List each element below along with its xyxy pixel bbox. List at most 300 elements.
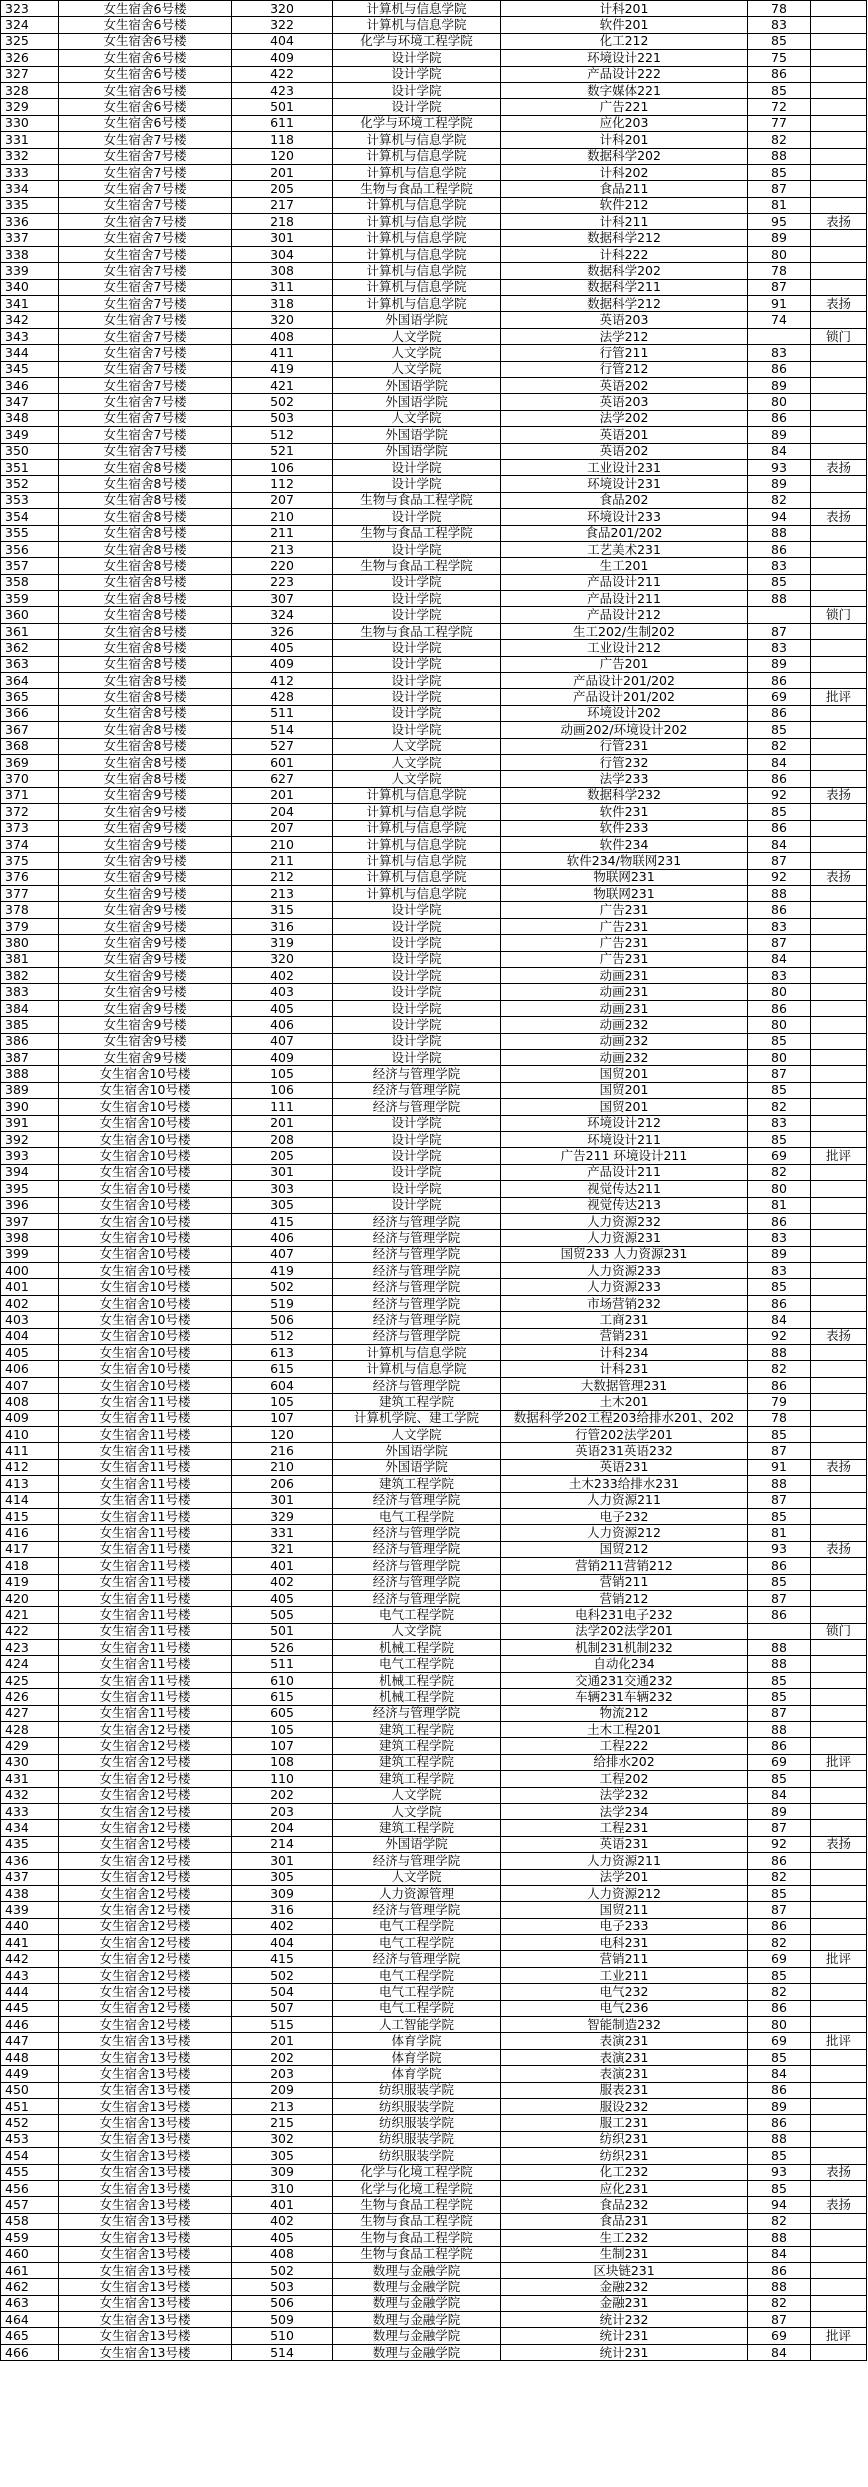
- dorm-building-cell: 女生宿舍13号楼: [59, 2197, 232, 2213]
- remark-cell: [811, 1607, 867, 1623]
- row-number-cell: 386: [1, 1033, 59, 1049]
- row-number-cell: 414: [1, 1492, 59, 1508]
- college-cell: 人文学院: [333, 328, 501, 344]
- remark-cell: 表扬: [811, 869, 867, 885]
- dorm-building-cell: 女生宿舍12号楼: [59, 1836, 232, 1852]
- class-cell: 计科231: [501, 1361, 748, 1377]
- table-row: [1, 1935, 867, 1951]
- row-number-cell: 400: [1, 1263, 59, 1279]
- class-cell: 计科201: [501, 1, 748, 17]
- score-cell: 85: [748, 33, 811, 49]
- college-cell: 电气工程学院: [333, 1967, 501, 1983]
- dorm-building-cell: 女生宿舍13号楼: [59, 2099, 232, 2115]
- class-cell: 营销211营销212: [501, 1558, 748, 1574]
- room-number-cell: 604: [232, 1377, 333, 1393]
- college-cell: 数理与金融学院: [333, 2279, 501, 2295]
- class-cell: 表演231: [501, 2066, 748, 2082]
- row-number-cell: 327: [1, 66, 59, 82]
- class-cell: 区块链231: [501, 2262, 748, 2278]
- class-cell: 工艺美术231: [501, 541, 748, 557]
- table-row: [1, 197, 867, 213]
- remark-cell: [811, 673, 867, 689]
- score-cell: 84: [748, 2066, 811, 2082]
- row-number-cell: 370: [1, 771, 59, 787]
- row-number-cell: 367: [1, 722, 59, 738]
- remark-cell: [811, 984, 867, 1000]
- table-row: [1, 410, 867, 426]
- remark-cell: [811, 132, 867, 148]
- college-cell: 经济与管理学院: [333, 1541, 501, 1557]
- college-cell: 计算机与信息学院: [333, 246, 501, 262]
- dorm-building-cell: 女生宿舍8号楼: [59, 771, 232, 787]
- remark-cell: [811, 33, 867, 49]
- score-cell: 86: [748, 902, 811, 918]
- room-number-cell: 316: [232, 1902, 333, 1918]
- college-cell: 建筑工程学院: [333, 1771, 501, 1787]
- dorm-building-cell: 女生宿舍12号楼: [59, 1787, 232, 1803]
- room-number-cell: 511: [232, 1656, 333, 1672]
- college-cell: 计算机与信息学院: [333, 869, 501, 885]
- room-number-cell: 405: [232, 2230, 333, 2246]
- college-cell: 人文学院: [333, 1787, 501, 1803]
- table-row: [1, 558, 867, 574]
- table-row: [1, 427, 867, 443]
- room-number-cell: 111: [232, 1099, 333, 1115]
- score-cell: 83: [748, 1263, 811, 1279]
- dorm-building-cell: 女生宿舍11号楼: [59, 1623, 232, 1639]
- room-number-cell: 108: [232, 1754, 333, 1770]
- class-cell: 物联网231: [501, 869, 748, 885]
- dorm-building-cell: 女生宿舍10号楼: [59, 1099, 232, 1115]
- room-number-cell: 215: [232, 2115, 333, 2131]
- room-number-cell: 415: [232, 1951, 333, 1967]
- class-cell: 服设232: [501, 2099, 748, 2115]
- table-row: [1, 820, 867, 836]
- row-number-cell: 376: [1, 869, 59, 885]
- room-number-cell: 422: [232, 66, 333, 82]
- remark-cell: [811, 312, 867, 328]
- college-cell: 外国语学院: [333, 443, 501, 459]
- table-row: [1, 33, 867, 49]
- remark-cell: [811, 148, 867, 164]
- row-number-cell: 341: [1, 296, 59, 312]
- dorm-building-cell: 女生宿舍9号楼: [59, 935, 232, 951]
- score-cell: 88: [748, 525, 811, 541]
- dorm-building-cell: 女生宿舍6号楼: [59, 99, 232, 115]
- college-cell: 纺织服装学院: [333, 2099, 501, 2115]
- row-number-cell: 401: [1, 1279, 59, 1295]
- table-row: [1, 1345, 867, 1361]
- row-number-cell: 418: [1, 1558, 59, 1574]
- room-number-cell: 423: [232, 82, 333, 98]
- class-cell: 环境设计212: [501, 1115, 748, 1131]
- room-number-cell: 106: [232, 459, 333, 475]
- class-cell: 机制231机制232: [501, 1640, 748, 1656]
- row-number-cell: 429: [1, 1738, 59, 1754]
- row-number-cell: 446: [1, 2017, 59, 2033]
- dorm-building-cell: 女生宿舍12号楼: [59, 1820, 232, 1836]
- room-number-cell: 415: [232, 1213, 333, 1229]
- remark-cell: [811, 361, 867, 377]
- room-number-cell: 211: [232, 525, 333, 541]
- row-number-cell: 329: [1, 99, 59, 115]
- room-number-cell: 412: [232, 673, 333, 689]
- table-row: [1, 1623, 867, 1639]
- row-number-cell: 431: [1, 1771, 59, 1787]
- score-cell: 84: [748, 836, 811, 852]
- room-number-cell: 204: [232, 804, 333, 820]
- row-number-cell: 378: [1, 902, 59, 918]
- table-row: [1, 1459, 867, 1475]
- room-number-cell: 514: [232, 722, 333, 738]
- row-number-cell: 382: [1, 968, 59, 984]
- room-number-cell: 107: [232, 1738, 333, 1754]
- row-number-cell: 332: [1, 148, 59, 164]
- row-number-cell: 324: [1, 17, 59, 33]
- row-number-cell: 405: [1, 1345, 59, 1361]
- score-cell: 86: [748, 705, 811, 721]
- class-cell: 法学212: [501, 328, 748, 344]
- dorm-building-cell: 女生宿舍12号楼: [59, 1935, 232, 1951]
- college-cell: 经济与管理学院: [333, 1230, 501, 1246]
- row-number-cell: 395: [1, 1181, 59, 1197]
- row-number-cell: 408: [1, 1394, 59, 1410]
- dorm-building-cell: 女生宿舍10号楼: [59, 1164, 232, 1180]
- row-number-cell: 337: [1, 230, 59, 246]
- score-cell: 92: [748, 1328, 811, 1344]
- college-cell: 建筑工程学院: [333, 1754, 501, 1770]
- table-row: [1, 1787, 867, 1803]
- room-number-cell: 409: [232, 50, 333, 66]
- row-number-cell: 463: [1, 2295, 59, 2311]
- table-row: [1, 2164, 867, 2180]
- table-row: [1, 705, 867, 721]
- college-cell: 化学与环境工程学院: [333, 115, 501, 131]
- remark-cell: [811, 836, 867, 852]
- score-cell: 93: [748, 2164, 811, 2180]
- college-cell: 数理与金融学院: [333, 2312, 501, 2328]
- score-cell: 87: [748, 1492, 811, 1508]
- table-row: [1, 1410, 867, 1426]
- dorm-building-cell: 女生宿舍8号楼: [59, 591, 232, 607]
- room-number-cell: 305: [232, 2148, 333, 2164]
- class-cell: 计科201: [501, 132, 748, 148]
- score-cell: 88: [748, 1345, 811, 1361]
- college-cell: 经济与管理学院: [333, 1590, 501, 1606]
- room-number-cell: 326: [232, 623, 333, 639]
- remark-cell: [811, 1082, 867, 1098]
- college-cell: 外国语学院: [333, 394, 501, 410]
- class-cell: 物联网231: [501, 886, 748, 902]
- dorm-building-cell: 女生宿舍8号楼: [59, 656, 232, 672]
- table-row: [1, 148, 867, 164]
- class-cell: 数据科学202: [501, 263, 748, 279]
- class-cell: 广告231: [501, 918, 748, 934]
- row-number-cell: 425: [1, 1672, 59, 1688]
- table-row: [1, 1148, 867, 1164]
- row-number-cell: 447: [1, 2033, 59, 2049]
- room-number-cell: 213: [232, 541, 333, 557]
- dorm-building-cell: 女生宿舍13号楼: [59, 2328, 232, 2344]
- row-number-cell: 466: [1, 2344, 59, 2360]
- class-cell: 环境设计233: [501, 509, 748, 525]
- room-number-cell: 601: [232, 754, 333, 770]
- class-cell: 环境设计211: [501, 1131, 748, 1147]
- class-cell: 国贸233 人力资源231: [501, 1246, 748, 1262]
- remark-cell: [811, 951, 867, 967]
- college-cell: 设计学院: [333, 1050, 501, 1066]
- room-number-cell: 405: [232, 1000, 333, 1016]
- table-row: [1, 1803, 867, 1819]
- score-cell: 85: [748, 1279, 811, 1295]
- table-row: [1, 2230, 867, 2246]
- row-number-cell: 385: [1, 1017, 59, 1033]
- remark-cell: [811, 2279, 867, 2295]
- row-number-cell: 345: [1, 361, 59, 377]
- score-cell: 69: [748, 1951, 811, 1967]
- dorm-building-cell: 女生宿舍9号楼: [59, 787, 232, 803]
- table-row: [1, 951, 867, 967]
- college-cell: 建筑工程学院: [333, 1738, 501, 1754]
- row-number-cell: 375: [1, 853, 59, 869]
- remark-cell: [811, 1050, 867, 1066]
- class-cell: 电子232: [501, 1508, 748, 1524]
- class-cell: 动画231: [501, 984, 748, 1000]
- table-row: [1, 312, 867, 328]
- class-cell: 产品设计211: [501, 591, 748, 607]
- table-row: [1, 1967, 867, 1983]
- class-cell: 动画232: [501, 1033, 748, 1049]
- score-cell: 85: [748, 2148, 811, 2164]
- table-row: [1, 1574, 867, 1590]
- room-number-cell: 501: [232, 1623, 333, 1639]
- dorm-building-cell: 女生宿舍10号楼: [59, 1148, 232, 1164]
- remark-cell: [811, 804, 867, 820]
- table-row: [1, 2066, 867, 2082]
- score-cell: 84: [748, 754, 811, 770]
- room-number-cell: 319: [232, 935, 333, 951]
- table-row: [1, 1590, 867, 1606]
- dorm-building-cell: 女生宿舍7号楼: [59, 246, 232, 262]
- room-number-cell: 211: [232, 853, 333, 869]
- score-cell: 84: [748, 2246, 811, 2262]
- score-cell: 86: [748, 2082, 811, 2098]
- score-cell: 80: [748, 2017, 811, 2033]
- table-row: [1, 246, 867, 262]
- score-cell: 81: [748, 197, 811, 213]
- score-cell: 87: [748, 1902, 811, 1918]
- remark-cell: [811, 656, 867, 672]
- score-cell: 80: [748, 984, 811, 1000]
- score-cell: 86: [748, 1000, 811, 1016]
- room-number-cell: 316: [232, 918, 333, 934]
- remark-cell: 表扬: [811, 1836, 867, 1852]
- class-cell: 行管211: [501, 345, 748, 361]
- class-cell: 行管232: [501, 754, 748, 770]
- room-number-cell: 421: [232, 377, 333, 393]
- remark-cell: [811, 1705, 867, 1721]
- score-cell: 87: [748, 1590, 811, 1606]
- room-number-cell: 213: [232, 886, 333, 902]
- class-cell: 工商231: [501, 1312, 748, 1328]
- remark-cell: [811, 2230, 867, 2246]
- class-cell: 人力资源233: [501, 1263, 748, 1279]
- row-number-cell: 326: [1, 50, 59, 66]
- dorm-building-cell: 女生宿舍8号楼: [59, 607, 232, 623]
- remark-cell: [811, 1312, 867, 1328]
- dorm-building-cell: 女生宿舍7号楼: [59, 164, 232, 180]
- dorm-building-cell: 女生宿舍9号楼: [59, 836, 232, 852]
- table-row: [1, 804, 867, 820]
- remark-cell: [811, 1246, 867, 1262]
- college-cell: 建筑工程学院: [333, 1476, 501, 1492]
- room-number-cell: 615: [232, 1361, 333, 1377]
- row-number-cell: 355: [1, 525, 59, 541]
- table-row: [1, 2279, 867, 2295]
- row-number-cell: 354: [1, 509, 59, 525]
- college-cell: 经济与管理学院: [333, 1279, 501, 1295]
- row-number-cell: 452: [1, 2115, 59, 2131]
- row-number-cell: 428: [1, 1722, 59, 1738]
- dorm-building-cell: 女生宿舍13号楼: [59, 2262, 232, 2278]
- row-number-cell: 347: [1, 394, 59, 410]
- room-number-cell: 402: [232, 1574, 333, 1590]
- row-number-cell: 432: [1, 1787, 59, 1803]
- dorm-building-cell: 女生宿舍11号楼: [59, 1689, 232, 1705]
- remark-cell: 表扬: [811, 296, 867, 312]
- remark-cell: [811, 591, 867, 607]
- class-cell: 自动化234: [501, 1656, 748, 1672]
- dorm-building-cell: 女生宿舍7号楼: [59, 312, 232, 328]
- row-number-cell: 346: [1, 377, 59, 393]
- table-row: [1, 689, 867, 705]
- table-row: [1, 2099, 867, 2115]
- college-cell: 机械工程学院: [333, 1672, 501, 1688]
- row-number-cell: 459: [1, 2230, 59, 2246]
- table-row: [1, 50, 867, 66]
- table-row: [1, 787, 867, 803]
- remark-cell: [811, 394, 867, 410]
- remark-cell: 表扬: [811, 509, 867, 525]
- score-cell: [748, 1623, 811, 1639]
- table-row: [1, 656, 867, 672]
- remark-cell: [811, 345, 867, 361]
- remark-cell: [811, 197, 867, 213]
- room-number-cell: 206: [232, 1476, 333, 1492]
- class-cell: 广告201: [501, 656, 748, 672]
- college-cell: 人文学院: [333, 345, 501, 361]
- room-number-cell: 605: [232, 1705, 333, 1721]
- table-row: [1, 1082, 867, 1098]
- room-number-cell: 318: [232, 296, 333, 312]
- score-cell: [748, 328, 811, 344]
- remark-cell: [811, 1263, 867, 1279]
- row-number-cell: 356: [1, 541, 59, 557]
- score-cell: 83: [748, 640, 811, 656]
- remark-cell: [811, 181, 867, 197]
- dorm-building-cell: 女生宿舍8号楼: [59, 541, 232, 557]
- score-cell: 86: [748, 1213, 811, 1229]
- row-number-cell: 435: [1, 1836, 59, 1852]
- college-cell: 计算机与信息学院: [333, 197, 501, 213]
- class-cell: 英语203: [501, 394, 748, 410]
- room-number-cell: 514: [232, 2344, 333, 2360]
- row-number-cell: 391: [1, 1115, 59, 1131]
- room-number-cell: 502: [232, 1967, 333, 1983]
- remark-cell: [811, 2000, 867, 2016]
- room-number-cell: 303: [232, 1181, 333, 1197]
- room-number-cell: 218: [232, 214, 333, 230]
- table-row: [1, 968, 867, 984]
- row-number-cell: 388: [1, 1066, 59, 1082]
- college-cell: 电气工程学院: [333, 1935, 501, 1951]
- remark-cell: [811, 2246, 867, 2262]
- class-cell: 化工232: [501, 2164, 748, 2180]
- room-number-cell: 408: [232, 328, 333, 344]
- remark-cell: [811, 2066, 867, 2082]
- dorm-building-cell: 女生宿舍13号楼: [59, 2033, 232, 2049]
- college-cell: 计算机学院、建工学院: [333, 1410, 501, 1426]
- room-number-cell: 331: [232, 1525, 333, 1541]
- room-number-cell: 105: [232, 1066, 333, 1082]
- row-number-cell: 353: [1, 492, 59, 508]
- room-number-cell: 611: [232, 115, 333, 131]
- college-cell: 纺织服装学院: [333, 2082, 501, 2098]
- class-cell: 土木工程201: [501, 1722, 748, 1738]
- room-number-cell: 321: [232, 1541, 333, 1557]
- class-cell: 金融232: [501, 2279, 748, 2295]
- dorm-building-cell: 女生宿舍13号楼: [59, 2344, 232, 2360]
- room-number-cell: 105: [232, 1722, 333, 1738]
- remark-cell: [811, 1574, 867, 1590]
- class-cell: 英语231: [501, 1836, 748, 1852]
- class-cell: 食品231: [501, 2213, 748, 2229]
- score-cell: 77: [748, 115, 811, 131]
- table-row: [1, 1672, 867, 1688]
- dorm-building-cell: 女生宿舍9号楼: [59, 918, 232, 934]
- dorm-building-cell: 女生宿舍7号楼: [59, 361, 232, 377]
- dorm-building-cell: 女生宿舍8号楼: [59, 476, 232, 492]
- score-cell: 89: [748, 1246, 811, 1262]
- dorm-building-cell: 女生宿舍8号楼: [59, 459, 232, 475]
- dorm-building-cell: 女生宿舍11号楼: [59, 1558, 232, 1574]
- college-cell: 设计学院: [333, 640, 501, 656]
- dorm-building-cell: 女生宿舍8号楼: [59, 492, 232, 508]
- remark-cell: 表扬: [811, 1541, 867, 1557]
- score-cell: 85: [748, 1131, 811, 1147]
- class-cell: 英语202: [501, 377, 748, 393]
- remark-cell: [811, 1885, 867, 1901]
- score-cell: 85: [748, 1771, 811, 1787]
- table-row: [1, 1263, 867, 1279]
- score-cell: 85: [748, 2049, 811, 2065]
- college-cell: 经济与管理学院: [333, 1213, 501, 1229]
- table-row: [1, 1771, 867, 1787]
- row-number-cell: 416: [1, 1525, 59, 1541]
- row-number-cell: 422: [1, 1623, 59, 1639]
- row-number-cell: 397: [1, 1213, 59, 1229]
- table-row: [1, 1164, 867, 1180]
- dorm-building-cell: 女生宿舍13号楼: [59, 2230, 232, 2246]
- college-cell: 数理与金融学院: [333, 2262, 501, 2278]
- row-number-cell: 331: [1, 132, 59, 148]
- dorm-building-cell: 女生宿舍13号楼: [59, 2312, 232, 2328]
- college-cell: 生物与食品工程学院: [333, 558, 501, 574]
- score-cell: 86: [748, 771, 811, 787]
- score-cell: 94: [748, 509, 811, 525]
- college-cell: 经济与管理学院: [333, 1558, 501, 1574]
- remark-cell: [811, 541, 867, 557]
